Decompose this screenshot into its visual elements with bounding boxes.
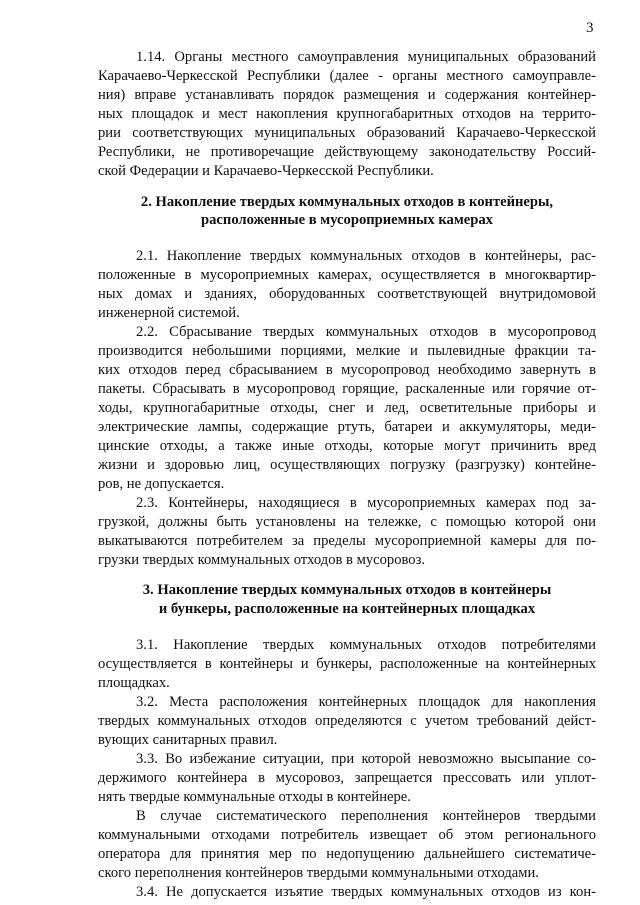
paragraph-line: 2.2. Сбрасывание твердых коммунальных отходов в мусоропровод bbox=[136, 324, 596, 340]
paragraph-line: ров, не допускается. bbox=[98, 476, 225, 492]
section-heading-line: 2. Накопление твердых коммунальных отходов в контейнеры, bbox=[140, 194, 554, 210]
section-heading-line: и бункеры, расположенные на контейнерных площадках bbox=[158, 601, 536, 617]
paragraph-line: Карачаево-Черкесской Республики (далее - органы местного самоуправле- bbox=[98, 68, 596, 84]
paragraph-line: 3.3. Во избежание ситуации, при которой невозможно высыпание со- bbox=[136, 751, 596, 767]
section-heading-line: расположенные в мусороприемных камерах bbox=[201, 212, 493, 228]
paragraph-line: ходы, крупногабаритные отходы, снег и лед, осветительные приборы и bbox=[98, 400, 596, 416]
paragraph-line: грузкой, должны быть установлены на тележке, с помощью которой они bbox=[98, 514, 596, 530]
paragraph-line: жизни и здоровью лиц, осуществляющих погрузку (разгрузку) контейне- bbox=[98, 457, 596, 473]
paragraph-line: ния) вправе устанавливать порядок размещения и содержания контейнер- bbox=[98, 87, 596, 103]
paragraph-line: рии соответствующих муниципальных образований Карачаево-Черкесской bbox=[98, 125, 596, 141]
paragraph-line: инженерной системой. bbox=[98, 305, 240, 321]
paragraph-line: 1.14. Органы местного самоуправления муниципальных образований bbox=[136, 49, 596, 65]
paragraph-line: ких отходов перед сбрасыванием в мусоропровод необходимо завернуть в bbox=[98, 362, 596, 378]
paragraph-line: электрические лампы, содержащие ртуть, батареи и аккумуляторы, меди- bbox=[98, 419, 596, 435]
paragraph-line: 2.3. Контейнеры, находящиеся в мусороприемных камерах под за- bbox=[136, 495, 596, 511]
paragraph-line: грузки твердых коммунальных отходов в мусоровоз. bbox=[98, 552, 425, 568]
paragraph-line: вующих санитарных правил. bbox=[98, 732, 278, 748]
paragraph-line: нять твердые коммунальные отходы в контейнере. bbox=[98, 789, 411, 805]
paragraph-line: коммунальными отходами потребитель извещает об этом регионального bbox=[98, 827, 596, 843]
paragraph-line: 3.1. Накопление твердых коммунальных отходов потребителями bbox=[136, 637, 596, 653]
paragraph-line: оператора для принятия мер по недопущению дальнейшего систематиче- bbox=[98, 846, 596, 862]
paragraph-line: ных площадок и мест накопления крупногабаритных отходов на террито- bbox=[98, 106, 596, 122]
paragraph-line: Республики, не противоречащие действующему законодательству Россий- bbox=[98, 144, 596, 160]
paragraph-line: держимого контейнера в мусоровоз, запрещается прессовать или уплот- bbox=[98, 770, 596, 786]
paragraph-line: осуществляется в контейнеры и бункеры, расположенные на контейнерных bbox=[98, 656, 596, 672]
paragraph-line: В случае систематического переполнения контейнеров твердыми bbox=[136, 808, 596, 824]
paragraph-line: 2.1. Накопление твердых коммунальных отходов в контейнеры, рас- bbox=[136, 248, 596, 264]
paragraph-line: положенные в мусороприемных камерах, осуществляется в многоквартир- bbox=[98, 267, 596, 283]
section-heading-line: 3. Накопление твердых коммунальных отходов в контейнеры bbox=[142, 582, 552, 598]
paragraph-line: ского переполнения контейнеров твердыми коммунальными отходами. bbox=[98, 865, 539, 881]
paragraph-line: площадках. bbox=[98, 675, 170, 691]
paragraph-line: ской Федерации и Карачаево-Черкесской Республики. bbox=[98, 163, 434, 179]
paragraph-line: 3.4. Не допускается изъятие твердых коммунальных отходов из кон- bbox=[136, 884, 596, 900]
paragraph-line: пакеты. Сбрасывать в мусоропровод горящие, раскаленные или горячие от- bbox=[98, 381, 596, 397]
paragraph-line: твердых коммунальных отходов определяются с учетом требований дейст- bbox=[98, 713, 596, 729]
paragraph-line: ных домах и зданиях, оборудованных соответствующей внутридомовой bbox=[98, 286, 596, 302]
paragraph-line: 3.2. Места расположения контейнерных площадок для накопления bbox=[136, 694, 596, 710]
paragraph-line: цинские отходы, а также иные отходы, которые могут причинить вред bbox=[98, 438, 596, 454]
paragraph-line: выкатываются потребителем за пределы мусороприемной камеры для по- bbox=[98, 533, 596, 549]
page-number: 3 bbox=[586, 20, 594, 36]
paragraph-line: производится небольшими порциями, мелкие и пылевидные фракции та- bbox=[98, 343, 596, 359]
